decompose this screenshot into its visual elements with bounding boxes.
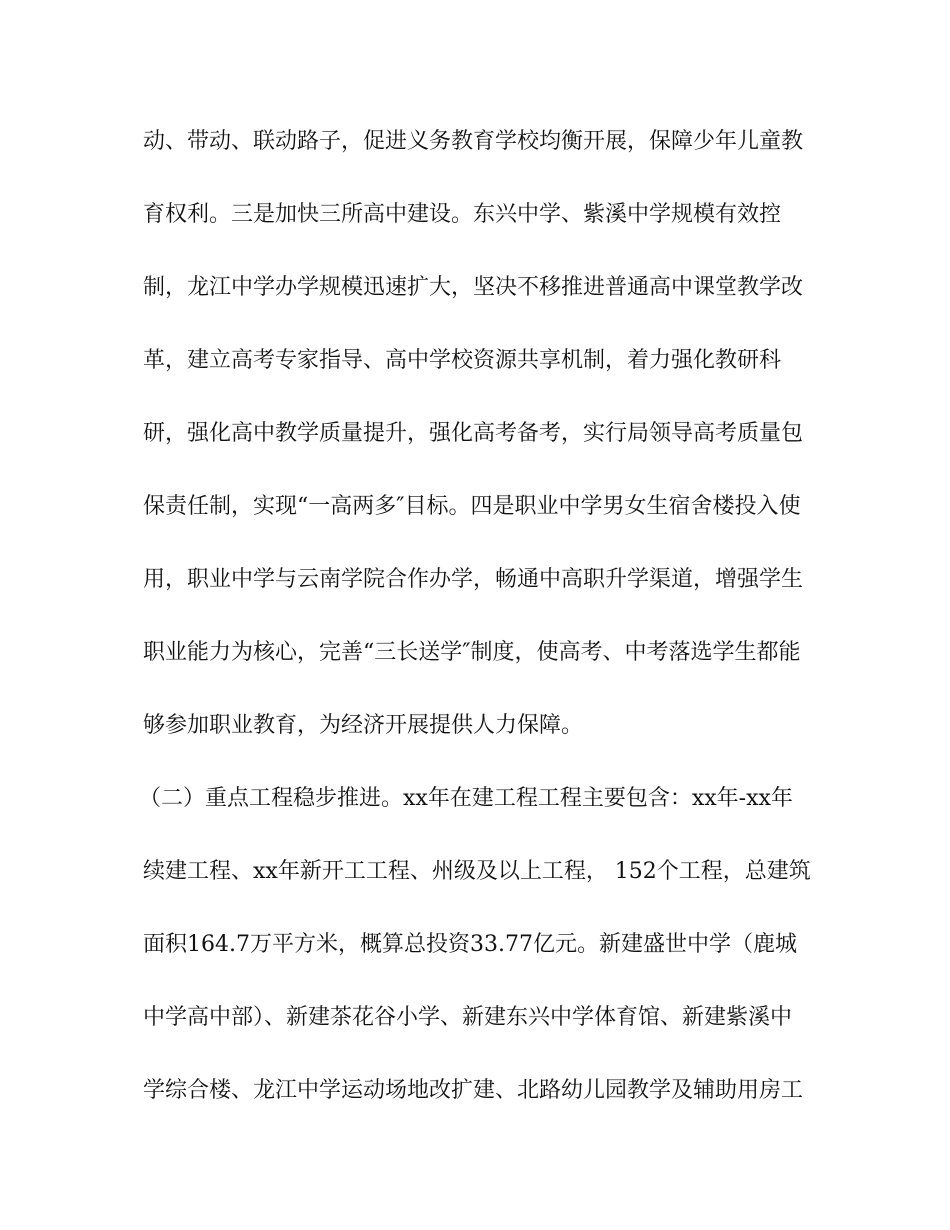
- text-line: 面积164.7万平方米，概算总投资33.77亿元。新建盛世中学（鹿城: [143, 932, 797, 957]
- text-line: 制，龙江中学办学规模迅速扩大，坚决不移推进普通高中课堂教学改: [143, 275, 804, 300]
- text-line: 育权利。三是加快三所高中建设。东兴中学、紫溪中学规模有效控: [143, 202, 782, 227]
- text-line: 中学高中部）、新建茶花谷小学、新建东兴中学体育馆、新建紫溪中: [143, 1005, 793, 1030]
- text-line: 学综合楼、龙江中学运动场地改扩建、北路幼儿园教学及辅助用房工: [143, 1078, 804, 1103]
- text-line: 职业能力为核心，完善“三长送学″制度，使高考、中考落选学生都能: [143, 640, 801, 665]
- text-line: 够参加职业教育，为经济开展提供人力保障。: [143, 713, 584, 738]
- text-line: 用，职业中学与云南学院合作办学，畅通中高职升学渠道，增强学生: [143, 567, 804, 592]
- text-line: 研，强化高中教学质量提升，强化高考备考，实行局领导高考质量包: [143, 421, 804, 446]
- section-heading-line: （二）重点工程稳步推进。xx年在建工程工程主要包含：xx年-xx年: [139, 786, 793, 811]
- text-line: 革，建立高考专家指导、高中学校资源共享机制，着力强化教研科: [143, 348, 782, 373]
- text-line: 动、带动、联动路子，促进义务教育学校均衡开展，保障少年儿童教: [143, 129, 804, 154]
- text-line: 续建工程、xx年新开工工程、州级及以上工程， 152个工程，总建筑: [143, 859, 811, 884]
- text-line: 保责任制，实现“一高两多″目标。四是职业中学男女生宿舍楼投入使: [143, 494, 801, 519]
- body-text: [139, 118, 815, 1140]
